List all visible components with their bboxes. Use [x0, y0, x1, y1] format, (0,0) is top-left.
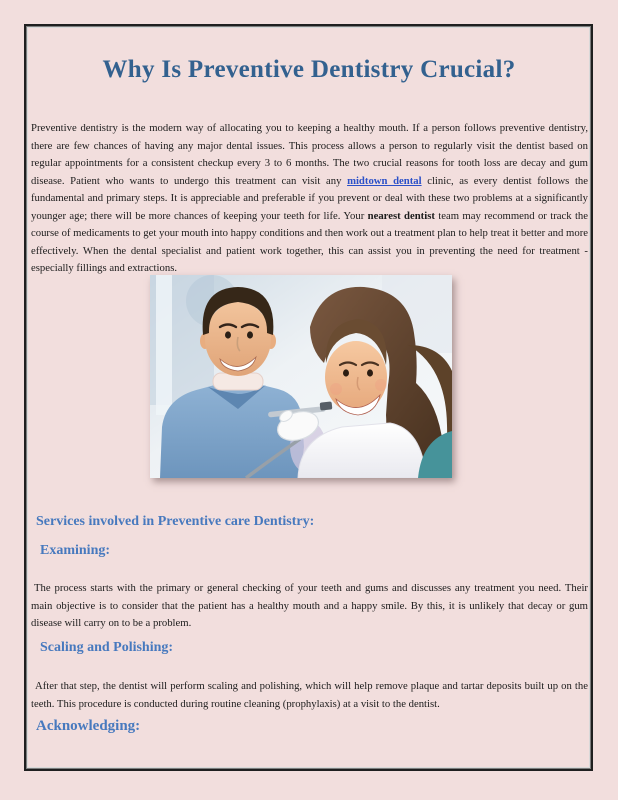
nearest-dentist-bold-text: nearest dentist — [367, 209, 435, 222]
page-title: Why Is Preventive Dentistry Crucial? — [102, 56, 516, 83]
paragraph-text-segment: team may recommend or track the course of medicaments to get your mouth into happy conditions and then work out a treatment plan to help treat it better and more effectively. When the dental specialist and patient work together, this can assist you in preventing the need for treatment - especially fillings and extractions. — [31, 209, 588, 274]
paragraph-text-segment: Preventive dentistry is the modern way of allocating you to keeping a healthy mouth. If a person follows preventive dentistry, there are few chances of having any major dental issues. This process allows a person to regularly visit the dentist based on regular appointments for a consistent checkup every 3 to 6 months. The two crucial reasons for tooth loss are decay and gum disease. Patient who wants to undergo this treatment can visit any — [31, 122, 588, 187]
examining-paragraph: The process starts with the primary or general checking of your teeth and gums and discusses any treatment you need. Their main objective is to consider that the patient has a healthy mouth and a happy smile. By this, it is unlikely that decay or gum disease will carry on to be a problem. — [31, 582, 588, 629]
intro-paragraph — [31, 120, 588, 278]
midtown-dental-link[interactable]: midtown dental — [347, 174, 422, 187]
services-heading: Services involved in Preventive care Dentistry: — [36, 514, 315, 529]
scaling-polishing-heading: Scaling and Polishing: — [40, 640, 174, 655]
examining-heading: Examining: — [40, 543, 111, 558]
dentist-patient-photo-illustration — [150, 275, 452, 478]
dentist-patient-photo — [150, 275, 452, 478]
acknowledging-heading: Acknowledging: — [36, 718, 141, 734]
scaling-polishing-paragraph: After that step, the dentist will perform scaling and polishing, which will help remove plaque and tartar deposits built up on the teeth. This procedure is conducted during routine cleaning (prophylaxis) at a visit to the dentist. — [31, 680, 588, 710]
paragraph-text-segment: clinic, as every dentist follows the fundamental and primary steps. It is appreciable and preferable if you prevent or deal with these two problems at a significantly younger age; there will be more chances of keeping your teeth for life. Your — [31, 174, 588, 222]
